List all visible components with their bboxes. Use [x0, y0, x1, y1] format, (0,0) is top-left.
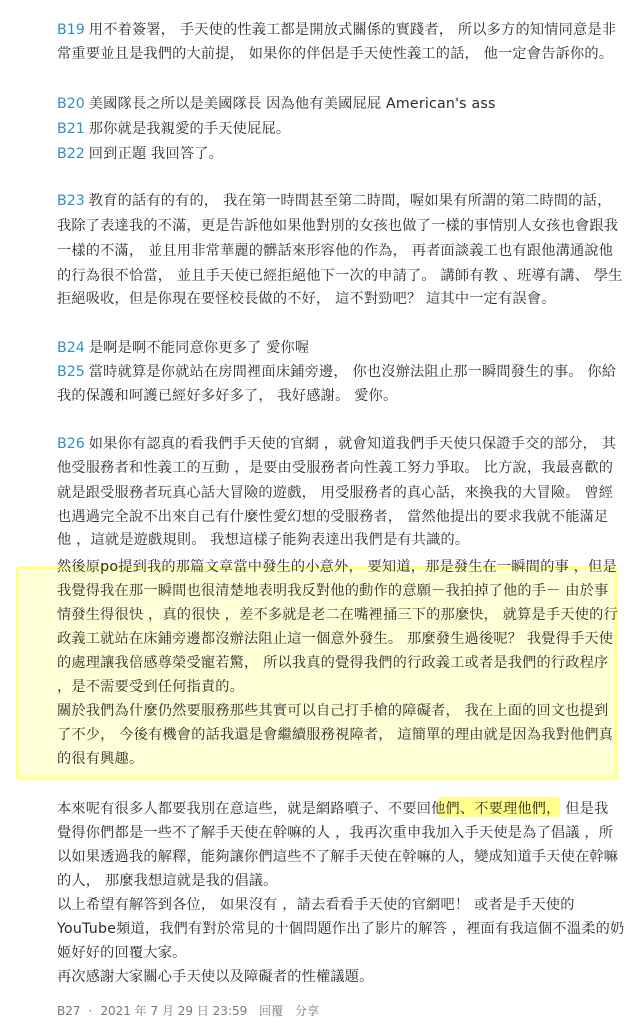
- comment-line: 姬好好的回覆大家。: [57, 945, 187, 961]
- comment-line: 了不少， 今後有機會的話我還是會繼續服務視障者， 這簡單的理由就是因為我對他們真: [57, 727, 614, 743]
- floor-link-b20[interactable]: B20: [57, 96, 85, 112]
- floor-label: B27: [57, 1004, 81, 1018]
- comment-line: 以如果透過我的解釋，能夠讓你們這些不了解手天使在幹嘛的人，變成知道手天使在幹嘛: [57, 849, 619, 865]
- comment-line: 關於我們為什麼仍然要服務那些其實可以自己打手槍的障礙者， 我在上面的回文也提到: [57, 703, 609, 719]
- comment-line: 以上希望有解答到各位， 如果沒有 ，請去看看手天使的官網吧！ 或者是手天使的: [57, 897, 575, 913]
- comment-line: 他 ，這就是遊戲規則。 我想這樣子能夠表達出我們是有共識的。: [57, 532, 470, 548]
- comment-line: B23 教育的話有的有的， 我在第一時間甚至第二時間，喔如果有所謂的第二時間的話，: [57, 193, 612, 209]
- comment-line: 本來呢有很多人都要我別在意這些，就是網路噴子、不要回他們、不要理他們， 但是我: [57, 801, 609, 817]
- comment-line: 然後原po提到我的那篇文章當中發生的小意外， 要知道，那是發生在一瞬間的事 ，但是: [57, 559, 617, 575]
- comment-line: 覺得你們都是一些不了解手天使在幹嘛的人 ，我再次重申我加入手天使是為了倡議 ，所: [57, 825, 614, 841]
- comment-line: B20 美國隊長之所以是美國隊長 因為他有美國屁屁 American's ass: [57, 96, 496, 112]
- floor-link-b23[interactable]: B23: [57, 193, 85, 209]
- comment-line: ，是不需要受到任何指責的。: [57, 679, 245, 695]
- reply-button[interactable]: 回覆: [259, 1004, 284, 1018]
- comment-line: 常重要並且是我們的大前提， 如果你的伴侶是手天使性義工的話， 他一定會告訴你的。: [57, 46, 614, 62]
- floor-link-b19[interactable]: B19: [57, 22, 85, 38]
- floor-link-b22[interactable]: B22: [57, 146, 85, 162]
- floor-link-b24[interactable]: B24: [57, 340, 85, 356]
- comment-line: B25 當時就算是你就站在房間裡面床鋪旁邊， 你也沒辦法阻止那一瞬間發生的事。 你給: [57, 364, 617, 380]
- comment-line: 我的保護和呵護已經好多好多了， 我好感謝。 愛你。: [57, 388, 398, 404]
- comment-meta: [57, 1002, 327, 1019]
- comment-line: 的行為很不恰當， 並且手天使已經拒絕他下一次的申請了。 講師有教 、班導有講、 學生: [57, 268, 623, 284]
- floor-link-b26[interactable]: B26: [57, 436, 85, 452]
- comment-line: 政義工就站在床鋪旁邊都沒辦法阻止這一個意外發生。 那麼發生過後呢？ 我覺得手天使: [57, 631, 614, 647]
- comment-line: B21 那你就是我親愛的手天使屁屁。: [57, 121, 291, 137]
- comment-line: 情發生得很快 ，真的很快 ，差不多就是老二在嘴裡捅三下的那麼快， 就算是手天使的行: [57, 607, 618, 623]
- comment-line: B24 是啊是啊不能同意你更多了 愛你喔: [57, 340, 310, 356]
- comment-line: 的人， 那麼我想這就是我的倡議。: [57, 873, 278, 889]
- comment-line: 的處理讓我倍感尊榮受寵若驚， 所以我真的覺得我們的行政義工或者是我們的行政程序: [57, 655, 609, 671]
- comment-line: B22 回到正題 我回答了。: [57, 146, 223, 162]
- floor-link-b21[interactable]: B21: [57, 121, 85, 137]
- meta-separator: ·: [88, 1004, 93, 1018]
- comment-line: B26 如果你有認真的看我們手天使的官網 ，就會知道我們手天使只保證手交的部分， 其: [57, 436, 617, 452]
- comment-line: 我覺得我在那一瞬間也很清楚地表明我反對他的動作的意願－我拍掉了他的手－ 由於事: [57, 583, 609, 599]
- comment-line: 也遇過完全說不出來自己有什麼性愛幻想的受服務者， 當然他提出的要求我就不能滿足: [57, 509, 609, 525]
- floor-link-b25[interactable]: B25: [57, 364, 85, 380]
- comment-line: B19 用不着簽署， 手天使的性義工都是開放式關係的實踐者， 所以多方的知情同意是非: [57, 22, 617, 38]
- comment-line: 拒絕吸收，但是你現在要怪校長做的不好， 這不對勁吧？ 這其中一定有誤會。: [57, 291, 556, 307]
- share-button[interactable]: 分享: [294, 1004, 319, 1018]
- comment-line: 他受服務者和性義工的互動 ，是要由受服務者向性義工努力爭取。 比方說，我最喜歡的: [57, 460, 614, 476]
- comment-line: 的很有興趣。: [57, 751, 144, 767]
- timestamp: 2021 年 7 月 29 日 23:59: [100, 1004, 248, 1018]
- comment-line: 我除了表達我的不滿，更是告訴他如果他對別的女孩也做了一樣的事情別人女孩也會跟我: [57, 218, 619, 234]
- comment-line: 一樣的不滿， 並且用非常華麗的髒話來形容他的作為， 再者面談義工也有跟他溝通說他: [57, 243, 614, 259]
- comment-line: 再次感謝大家關心手天使以及障礙者的性權議題。: [57, 969, 374, 985]
- comment-line: 就是跟受服務者玩真心話大冒險的遊戲， 用受服務者的真心話，來換我的大冒險。 曾經: [57, 485, 614, 501]
- comment-line: YouTube頻道，我們有對於常見的十個問題作出了影片的解答 ，裡面有我這個不溫柔的奶: [57, 921, 625, 937]
